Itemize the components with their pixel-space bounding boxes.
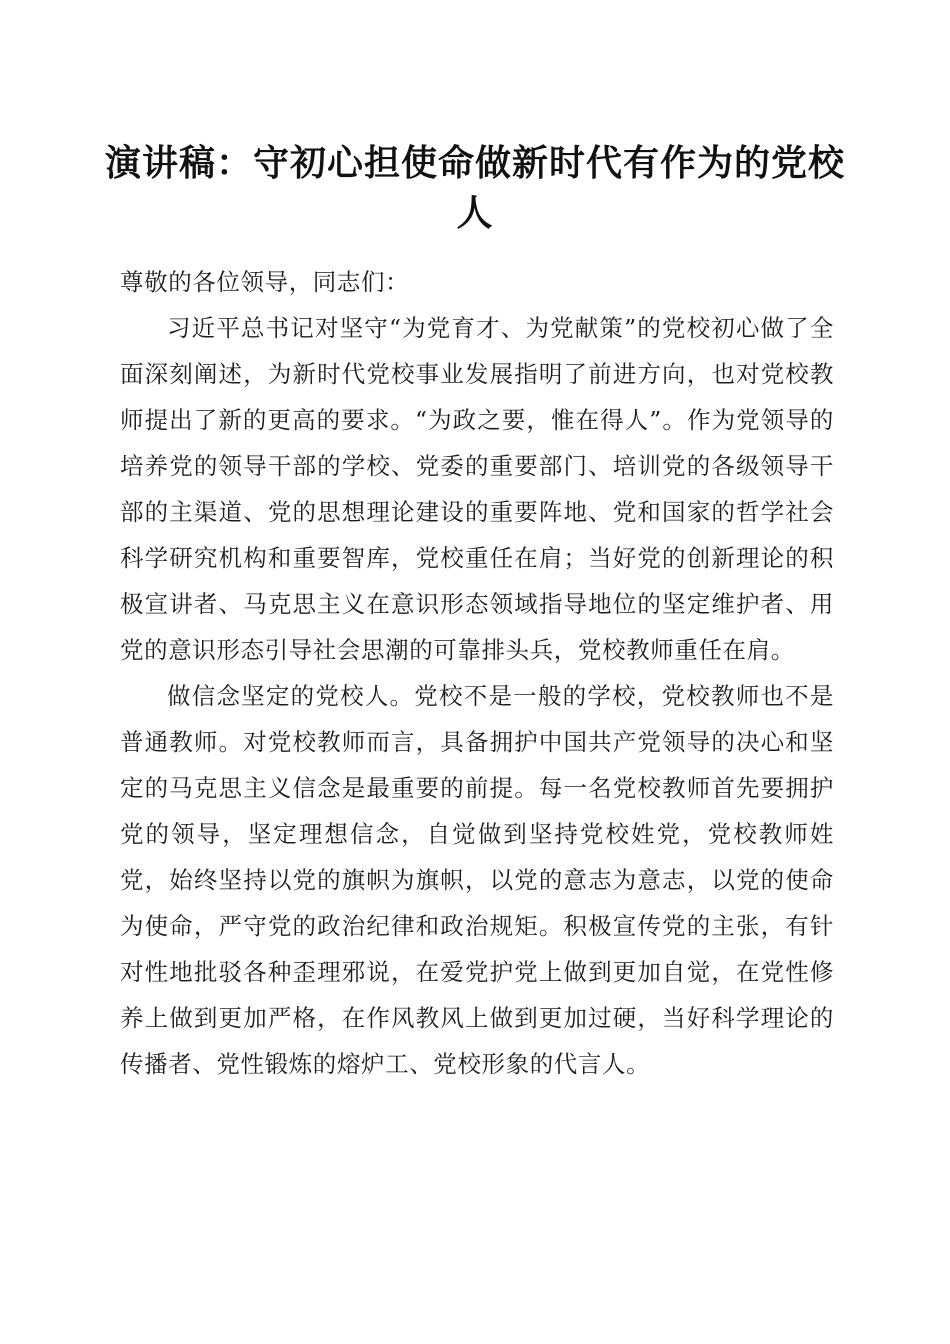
document-body: [120, 259, 834, 1087]
paragraph-firm-belief: 做信念坚定的党校人。党校不是一般的学校，党校教师也不是普通教师。对党校教师而言，具备拥护中国共产党领导的决心和坚定的马克思主义信念是最重要的前提。每一名党校教师首先要拥护党的领导，坚定理想信念，自觉做到坚持党校姓党，党校教师姓党，始终坚持以党的旗帜为旗帜，以党的意志为意志，以党的使命为使命，严守党的政治纪律和政治规矩。积极宣传党的主张，有针对性地批驳各种歪理邪说，在爱党护党上做到更加自觉，在党性修养上做到更加严格，在作风教风上做到更加过硬，当好科学理论的传播者、党性锻炼的熔炉工、党校形象的代言人。: [120, 682, 834, 1078]
document-title: 演讲稿：守初心担使命做新时代有作为的党校人: [104, 142, 845, 234]
salutation: 尊敬的各位领导，同志们：: [120, 268, 410, 296]
paragraph-intro: 习近平总书记对坚守“为党育才、为党献策”的党校初心做了全面深刻阐述，为新时代党校事业发展指明了前进方向，也对党校教师提出了新的更高的要求。“为政之要，惟在得人”。作为党领导的培养党的领导干部的学校、党委的重要部门、培训党的各级领导干部的主渠道、党的思想理论建设的重要阵地、党和国家的哲学社会科学研究机构和重要智库，党校重任在肩；当好党的创新理论的积极宣讲者、马克思主义在意识形态领域指导地位的坚定维护者、用党的意识形态引导社会思潮的可靠排头兵，党校教师重任在肩。: [120, 314, 834, 664]
